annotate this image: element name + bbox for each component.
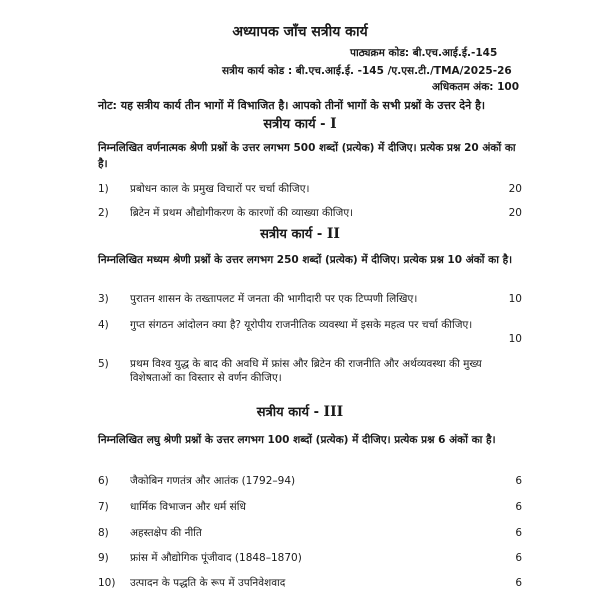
page-title: अध्यापक जाँच सत्रीय कार्य <box>232 24 368 40</box>
question-number: 1) <box>98 183 109 195</box>
section-roman-numeral: I <box>330 116 337 132</box>
assignment-code: सत्रीय कार्य कोड : बी.एच.आई.ई. -145 /ए.एस.टी./TMA/2025-26 <box>222 65 512 77</box>
section-instruction-2: निम्नलिखित मध्यम श्रेणी प्रश्नों के उत्तर लगभग 250 शब्दों (प्रत्येक) में दीजिए। प्रत्येक प्रश्न 10 अंकों का है। <box>98 254 513 266</box>
section-heading-label: सत्रीय कार्य - <box>260 227 327 242</box>
question-text: ब्रिटेन में प्रथम औद्योगीकरण के कारणों की व्याख्या कीजिए। <box>130 207 354 219</box>
question-marks: 20 <box>508 207 522 219</box>
question-marks: 6 <box>515 501 522 513</box>
question-text: जैकोबिन गणतंत्र और आतंक (1792–94) <box>130 475 296 487</box>
question-marks: 6 <box>515 552 522 564</box>
question-number: 2) <box>98 207 109 219</box>
question-number: 5) <box>98 358 109 370</box>
question-marks: 6 <box>515 527 522 539</box>
question-number: 4) <box>98 319 109 331</box>
question-number: 9) <box>98 552 109 564</box>
section-roman-numeral: II <box>326 226 340 242</box>
question-number: 10) <box>98 577 116 589</box>
section-heading-3 <box>0 402 600 420</box>
section-heading-2 <box>0 224 600 242</box>
question-number: 7) <box>98 501 109 513</box>
question-text: गुप्त संगठन आंदोलन क्या है? यूरोपीय राजनीतिक व्यवस्था में इसके महत्व पर चर्चा कीजिए। <box>130 319 473 331</box>
question-text: प्रथम विश्व युद्ध के बाद की अवधि में फ्रांस और ब्रिटेन की राजनीति और अर्थव्यवस्था की मुख्य विशेषताओं का विस्तार से वर्णन कीजिए। <box>130 358 482 384</box>
course-code: पाठ्यक्रम कोड: बी.एच.आई.ई.-145 <box>350 47 498 59</box>
question-text: उत्पादन के पद्धति के रूप में उपनिवेशवाद <box>130 577 286 589</box>
question-text: फ्रांस में औद्योगिक पूंजीवाद (1848–1870) <box>130 552 302 564</box>
section-instruction-3: निम्नलिखित लघु श्रेणी प्रश्नों के उत्तर लगभग 100 शब्दों (प्रत्येक) में दीजिए। प्रत्येक प्रश्न 6 अंकों का है। <box>98 434 496 446</box>
section-heading-label: सत्रीय कार्य - <box>256 405 324 420</box>
question-marks: 10 <box>508 333 522 345</box>
note: नोट: यह सत्रीय कार्य तीन भागों में विभाजित है। आपको तीनों भागों के सभी प्रश्नों के उत्तर देने है। <box>98 99 486 112</box>
section-heading-label: सत्रीय कार्य - <box>263 117 331 132</box>
section-instruction-1: निम्नलिखित वर्णनात्मक श्रेणी प्रश्नों के उत्तर लगभग 500 शब्दों (प्रत्येक) में दीजिए। प्रत्येक प्रश्न 20 अंकों का है। <box>98 142 516 170</box>
question-text: पुरातन शासन के तख्तापलट में जनता की भागीदारी पर एक टिप्पणी लिखिए। <box>130 293 418 305</box>
section-roman-numeral: III <box>323 404 344 420</box>
question-text: प्रबोधन काल के प्रमुख विचारों पर चर्चा कीजिए। <box>130 183 310 195</box>
question-marks: 6 <box>515 577 522 589</box>
question-marks: 6 <box>515 475 522 487</box>
question-number: 3) <box>98 293 109 305</box>
section-heading-1 <box>0 114 600 132</box>
question-text: अहस्तक्षेप की नीति <box>130 527 202 539</box>
question-text: धार्मिक विभाजन और धर्म संधि <box>130 501 246 513</box>
max-marks: अधिकतम अंक: 100 <box>432 81 520 93</box>
question-number: 8) <box>98 527 109 539</box>
question-marks: 10 <box>508 293 522 305</box>
question-marks: 20 <box>508 183 522 195</box>
question-number: 6) <box>98 475 109 487</box>
